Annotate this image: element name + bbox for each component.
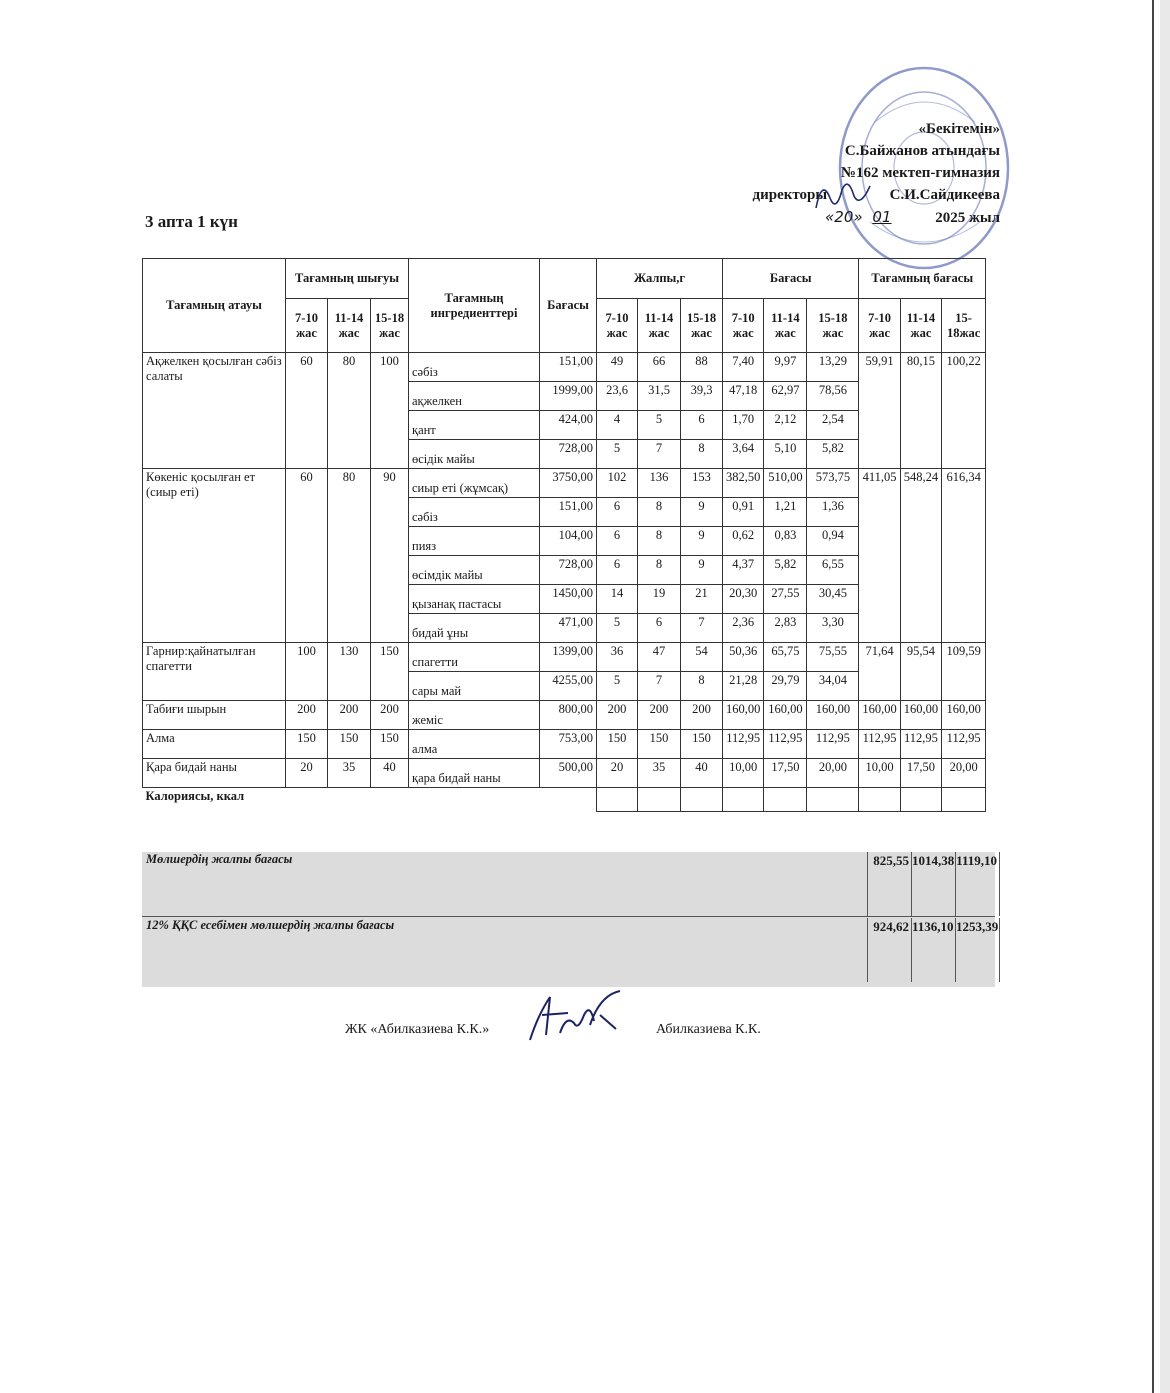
ingredient-grams: 36 [597,643,638,672]
ingredient-cost: 573,75 [807,469,859,498]
ingredient-cost: 2,36 [723,614,764,643]
ingredient-name: спагетти [409,643,540,672]
dish-output: 100 [286,643,328,701]
calories-label: Калориясы, ккал [145,789,245,803]
ingredient-cost: 1,36 [807,498,859,527]
ingredient-price: 4255,00 [540,672,597,701]
ingredient-price: 800,00 [540,701,597,730]
ingredient-cost: 34,04 [807,672,859,701]
dish-name: Алма [143,730,286,759]
header-ingredients: Тағамның ингредиенттері [409,259,540,353]
ingredient-cost: 0,62 [723,527,764,556]
dish-cost: 109,59 [942,643,986,701]
ingredient-grams: 54 [681,643,723,672]
total-value: 1014,38 [911,852,955,916]
ingredient-cost: 30,45 [807,585,859,614]
ingredient-price: 500,00 [540,759,597,788]
header-total-grams: Жалпы,г [597,259,723,299]
ingredient-cost: 160,00 [807,701,859,730]
dish-cost: 160,00 [942,701,986,730]
ingredient-row [143,469,986,498]
dish-cost: 71,64 [859,643,900,701]
ingredient-cost: 29,79 [764,672,807,701]
ingredient-cost: 13,29 [807,353,859,382]
dish-output: 200 [286,701,328,730]
ingredient-name: өсідік майы [409,440,540,469]
approval-date-year: 2025 жыл [935,210,1000,226]
dish-output: 20 [286,759,328,788]
dish-cost: 616,34 [942,469,986,643]
header-age: 15-18 жас [371,299,409,353]
ingredient-grams: 102 [597,469,638,498]
ingredient-grams: 49 [597,353,638,382]
header-age: 7-10 жас [597,299,638,353]
ingredient-grams: 39,3 [681,382,723,411]
ingredient-grams: 9 [681,498,723,527]
dish-name: Гарнир:қайнатылған спагетти [143,643,286,701]
ingredient-grams: 200 [681,701,723,730]
ingredient-price: 151,00 [540,353,597,382]
approval-date-day: «20» [825,208,863,226]
dish-cost: 411,05 [859,469,900,643]
dish-name: Қара бидай наны [143,759,286,788]
ingredient-grams: 9 [681,527,723,556]
ingredient-row [143,759,986,788]
ingredient-row [143,701,986,730]
ingredient-price: 424,00 [540,411,597,440]
total-value: 1136,10 [911,918,955,982]
dish-output: 200 [328,701,371,730]
entrepreneur-signature [520,985,635,1055]
ingredient-grams: 5 [597,440,638,469]
ingredient-grams: 5 [638,411,681,440]
dish-output: 150 [371,643,409,701]
header-age: 11-14 жас [764,299,807,353]
menu-body [143,353,986,788]
ingredient-name: сары май [409,672,540,701]
calories-cell [859,788,900,812]
ingredient-grams: 8 [681,440,723,469]
dish-cost: 59,91 [859,353,900,469]
ingredient-cost: 27,55 [764,585,807,614]
menu-table [142,258,986,812]
ingredient-cost: 1,21 [764,498,807,527]
ingredient-cost: 382,50 [723,469,764,498]
entrepreneur-label: ЖК «Абилказиева К.К.» [345,1022,490,1037]
dish-cost: 112,95 [900,730,941,759]
dish-cost: 100,22 [942,353,986,469]
dish-output: 80 [328,353,371,469]
ingredient-grams: 150 [597,730,638,759]
total-divider [142,916,995,917]
total-value: 1253,39 [955,918,1000,982]
dish-output: 130 [328,643,371,701]
header-age: 11-14 жас [328,299,371,353]
ingredient-grams: 14 [597,585,638,614]
dish-cost: 95,54 [900,643,941,701]
ingredient-cost: 47,18 [723,382,764,411]
dish-output: 90 [371,469,409,643]
ingredient-cost: 0,91 [723,498,764,527]
director-signature [808,168,878,223]
ingredient-cost: 21,28 [723,672,764,701]
dish-output: 60 [286,353,328,469]
calories-cell [723,788,764,812]
dish-name: Көкеніс қосылған ет (сиыр еті) [143,469,286,643]
dish-output: 150 [328,730,371,759]
ingredient-name: қара бидай наны [409,759,540,788]
ingredient-cost: 112,95 [807,730,859,759]
ingredient-cost: 50,36 [723,643,764,672]
total-value: 825,55 [867,852,911,916]
ingredient-name: бидай ұны [409,614,540,643]
total-value: 1119,10 [955,852,1000,916]
total-value: 924,62 [867,918,911,982]
dish-output: 100 [371,353,409,469]
ingredient-grams: 20 [597,759,638,788]
ingredient-cost: 5,10 [764,440,807,469]
ingredient-name: қант [409,411,540,440]
ingredient-grams: 8 [638,498,681,527]
ingredient-grams: 19 [638,585,681,614]
ingredient-grams: 21 [681,585,723,614]
ingredient-price: 728,00 [540,556,597,585]
total-vat-label: 12% ҚҚС есебімен мөлшердің жалпы бағасы [146,918,395,932]
ingredient-cost: 112,95 [764,730,807,759]
ingredient-grams: 150 [681,730,723,759]
ingredient-row [143,643,986,672]
ingredient-cost: 160,00 [764,701,807,730]
header-age: 15-18 жас [807,299,859,353]
ingredient-grams: 7 [638,672,681,701]
ingredient-cost: 62,97 [764,382,807,411]
calories-cell [900,788,941,812]
ingredient-price: 1399,00 [540,643,597,672]
ingredient-grams: 5 [597,614,638,643]
ingredient-grams: 5 [597,672,638,701]
ingredient-cost: 160,00 [723,701,764,730]
dish-cost: 80,15 [900,353,941,469]
ingredient-grams: 6 [597,527,638,556]
header-age: 15-18 жас [681,299,723,353]
ingredient-grams: 153 [681,469,723,498]
ingredient-cost: 3,64 [723,440,764,469]
ingredient-cost: 75,55 [807,643,859,672]
ingredient-price: 728,00 [540,440,597,469]
dish-output: 60 [286,469,328,643]
ingredient-grams: 8 [638,556,681,585]
dish-output: 150 [371,730,409,759]
ingredient-name: пияз [409,527,540,556]
approval-school-number: №162 мектеп-гимназия [840,165,1000,181]
ingredient-name: сәбіз [409,353,540,382]
ingredient-grams: 88 [681,353,723,382]
calories-row [143,788,986,812]
ingredient-price: 1450,00 [540,585,597,614]
dish-output: 35 [328,759,371,788]
dish-output: 40 [371,759,409,788]
ingredient-cost: 78,56 [807,382,859,411]
ingredient-grams: 6 [597,556,638,585]
ingredient-cost: 2,83 [764,614,807,643]
calories-cell [764,788,807,812]
week-day-label: 3 апта 1 күн [145,212,238,231]
approval-director-name: С.И.Сайдикеева [889,187,1000,203]
ingredient-grams: 4 [597,411,638,440]
ingredient-cost: 510,00 [764,469,807,498]
dish-name: Табиғи шырын [143,701,286,730]
dish-name: Ақжелкен қосылған сәбіз салаты [143,353,286,469]
ingredient-cost: 9,97 [764,353,807,382]
dish-output: 200 [371,701,409,730]
ingredient-cost: 5,82 [807,440,859,469]
ingredient-grams: 6 [597,498,638,527]
calories-cell [807,788,859,812]
ingredient-row [143,730,986,759]
ingredient-grams: 23,6 [597,382,638,411]
ingredient-grams: 136 [638,469,681,498]
calories-cell [638,788,681,812]
header-age: 15-18жас [942,299,986,353]
dish-cost: 112,95 [859,730,900,759]
ingredient-grams: 8 [681,672,723,701]
ingredient-cost: 7,40 [723,353,764,382]
approval-school-name: С.Байжанов атындағы [844,143,1000,159]
ingredient-price: 753,00 [540,730,597,759]
ingredient-price: 471,00 [540,614,597,643]
ingredient-cost: 3,30 [807,614,859,643]
ingredient-price: 151,00 [540,498,597,527]
ingredient-grams: 6 [638,614,681,643]
calories-cell [942,788,986,812]
ingredient-grams: 7 [681,614,723,643]
ingredient-grams: 31,5 [638,382,681,411]
ingredient-row [143,353,986,382]
total-label: Мөлшердің жалпы бағасы [146,852,293,866]
ingredient-grams: 66 [638,353,681,382]
approval-director-label: директоры [752,187,828,203]
header-price: Бағасы [540,259,597,353]
ingredient-cost: 5,82 [764,556,807,585]
approval-title: «Бекітемін» [918,121,1000,137]
header-age: 11-14 жас [638,299,681,353]
ingredient-cost: 20,00 [807,759,859,788]
ingredient-grams: 47 [638,643,681,672]
totals-block [142,852,999,987]
ingredient-name: өсімдік майы [409,556,540,585]
ingredient-name: ақжелкен [409,382,540,411]
ingredient-grams: 9 [681,556,723,585]
ingredient-cost: 112,95 [723,730,764,759]
ingredient-name: сәбіз [409,498,540,527]
header-age: 11-14 жас [900,299,941,353]
calories-cell [681,788,723,812]
ingredient-grams: 150 [638,730,681,759]
header-age: 7-10 жас [859,299,900,353]
ingredient-grams: 35 [638,759,681,788]
header-output: Тағамның шығуы [286,259,409,299]
approval-date-month: 01 [872,208,892,226]
entrepreneur-name: Абилказиева К.К. [656,1022,761,1037]
header-cost: Бағасы [723,259,859,299]
ingredient-cost: 0,94 [807,527,859,556]
header-dish-cost: Тағамның бағасы [859,259,986,299]
ingredient-grams: 8 [638,527,681,556]
ingredient-price: 104,00 [540,527,597,556]
header-age: 7-10 жас [723,299,764,353]
calories-cell [597,788,638,812]
ingredient-cost: 2,54 [807,411,859,440]
ingredient-name: жеміс [409,701,540,730]
ingredient-grams: 7 [638,440,681,469]
ingredient-name: қызанақ пастасы [409,585,540,614]
dish-cost: 160,00 [859,701,900,730]
dish-cost: 548,24 [900,469,941,643]
dish-cost: 112,95 [942,730,986,759]
ingredient-cost: 4,37 [723,556,764,585]
dish-cost: 17,50 [900,759,941,788]
ingredient-name: сиыр еті (жұмсақ) [409,469,540,498]
ingredient-grams: 40 [681,759,723,788]
ingredient-cost: 65,75 [764,643,807,672]
ingredient-price: 1999,00 [540,382,597,411]
ingredient-grams: 6 [681,411,723,440]
ingredient-cost: 10,00 [723,759,764,788]
ingredient-cost: 0,83 [764,527,807,556]
ingredient-cost: 6,55 [807,556,859,585]
ingredient-cost: 17,50 [764,759,807,788]
header-age: 7-10 жас [286,299,328,353]
dish-cost: 160,00 [900,701,941,730]
ingredient-price: 3750,00 [540,469,597,498]
ingredient-cost: 1,70 [723,411,764,440]
dish-output: 80 [328,469,371,643]
ingredient-grams: 200 [638,701,681,730]
ingredient-cost: 20,30 [723,585,764,614]
ingredient-cost: 2,12 [764,411,807,440]
ingredient-name: алма [409,730,540,759]
dish-cost: 20,00 [942,759,986,788]
header-dish-name: Тағамның атауы [143,259,286,353]
page-edge [1152,0,1154,1393]
dish-output: 150 [286,730,328,759]
dish-cost: 10,00 [859,759,900,788]
ingredient-grams: 200 [597,701,638,730]
page-margin [1160,0,1170,1393]
